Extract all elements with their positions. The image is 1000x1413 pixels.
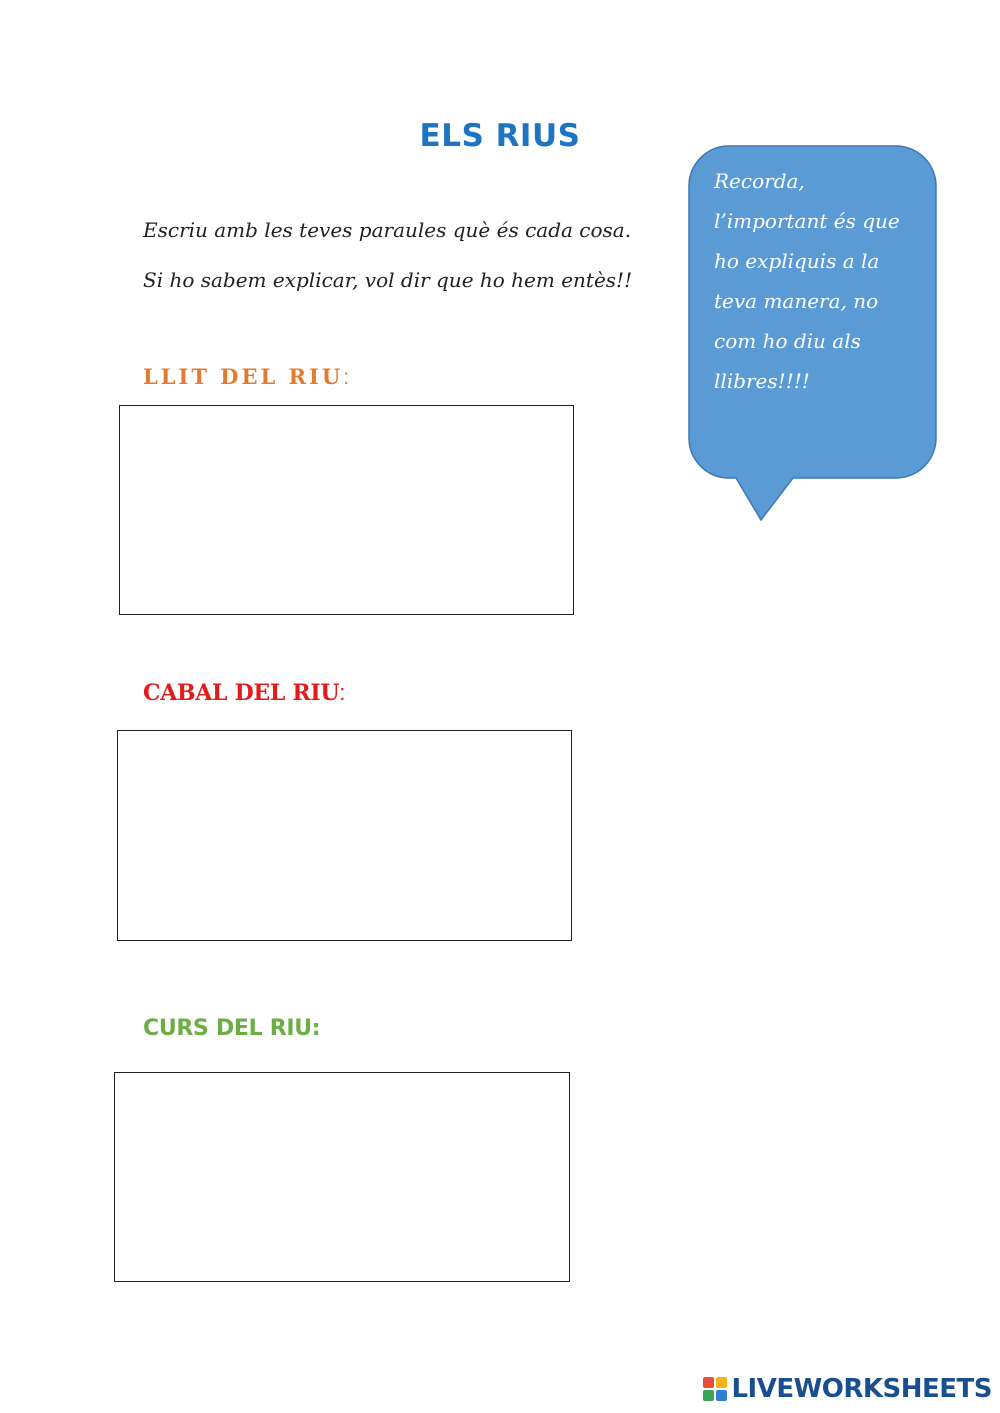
cabal-label-text: CABAL DEL RIU: [143, 680, 340, 706]
liveworksheets-logo-icon: [703, 1377, 727, 1401]
liveworksheets-footer: [703, 1374, 992, 1404]
cabal-del-riu-answer-box[interactable]: [117, 730, 572, 941]
instruction-line-2: Si ho sabem explicar, vol dir que ho hem entès!!: [143, 268, 633, 292]
llit-del-riu-answer-box[interactable]: [119, 405, 574, 615]
reminder-speech-bubble: [688, 145, 937, 479]
curs-del-riu-label: [143, 1016, 320, 1041]
reminder-text: Recorda, l’important és que ho expliquis a la teva manera, no com ho diu als llibres!!!!: [714, 169, 900, 393]
instruction-line-1: Escriu amb les teves paraules què és cada cosa.: [143, 218, 632, 242]
curs-del-riu-answer-box[interactable]: [114, 1072, 570, 1282]
cabal-del-riu-label: [143, 680, 345, 706]
llit-label-text: LLIT DEL RIU: [143, 364, 344, 389]
llit-del-riu-label: [143, 364, 352, 390]
liveworksheets-brand: LIVEWORKSHEETS: [731, 1374, 992, 1404]
llit-label-colon: :: [343, 366, 353, 389]
worksheet-title: ELS RIUS: [419, 118, 581, 154]
curs-label-text: CURS DEL RIU:: [143, 1016, 321, 1041]
cabal-label-colon: :: [339, 680, 346, 705]
